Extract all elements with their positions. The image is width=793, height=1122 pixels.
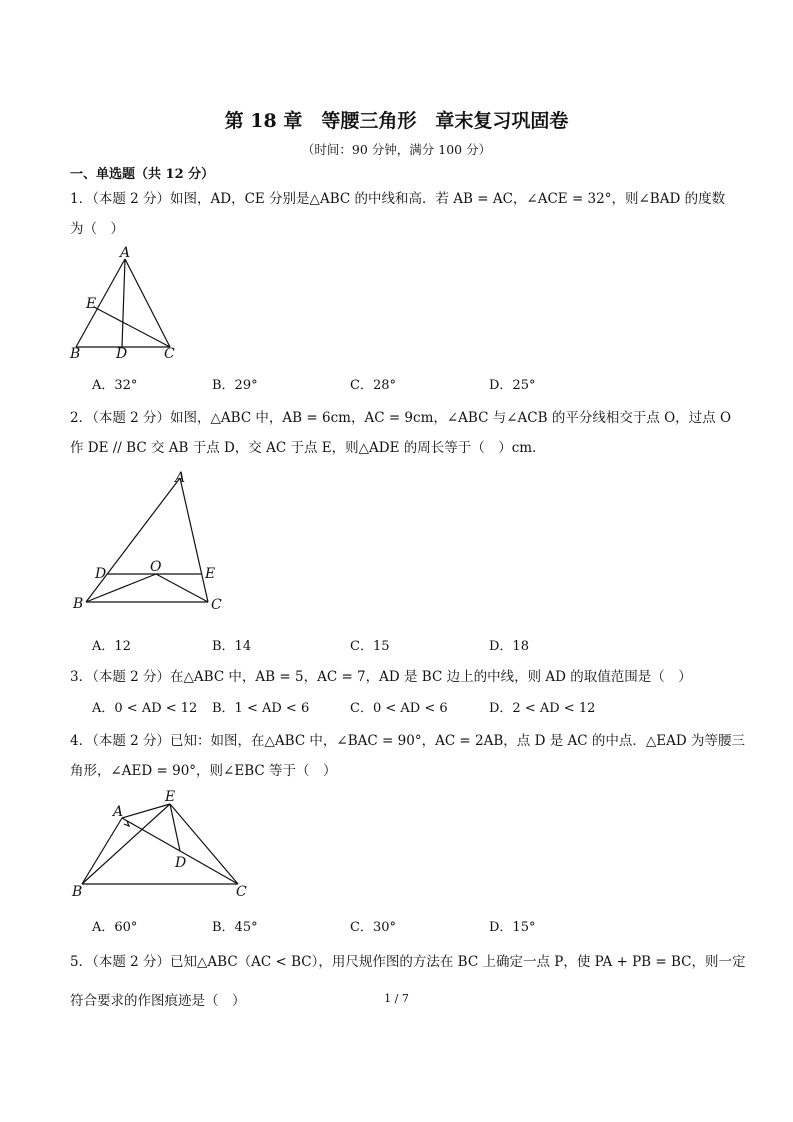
q2-option-d[interactable]: D．18 [489, 639, 529, 654]
q2-figure [70, 468, 230, 618]
section-heading: 一、单选题（共 12 分） [70, 167, 215, 182]
q4-option-b[interactable]: B．45° [212, 920, 258, 935]
q4-label-d: D [175, 855, 187, 871]
q4-option-d[interactable]: D．15° [489, 920, 536, 935]
q2-option-b[interactable]: B．14 [212, 639, 252, 654]
exam-info: （时间：90 分钟，满分 100 分） [301, 142, 492, 157]
q1-label-e: E [86, 296, 97, 312]
q1-option-a[interactable]: A．32° [92, 378, 138, 393]
q2-text-line1: 2．（本题 2 分）如图，△ABC 中，AB = 6cm，AC = 9cm，∠ABC 与∠ACB 的平分线相交于点 O，过点 O [70, 410, 732, 426]
q1-figure [68, 245, 188, 365]
q1-option-b[interactable]: B．29° [212, 378, 258, 393]
q2-label-e: E [205, 566, 216, 582]
q4-text-line1: 4．（本题 2 分）已知：如图，在△ABC 中，∠BAC = 90°，AC = 2AB，点 D 是 AC 的中点．△EAD 为等腰三 [70, 733, 745, 749]
q1-label-a: A [120, 245, 131, 261]
q2-text-line2: 作 DE // BC 交 AB 于点 D，交 AC 于点 E，则△ADE 的周长等于（ ）cm． [70, 440, 546, 456]
q1-option-c[interactable]: C．28° [350, 378, 396, 393]
q5-text-line1: 5．（本题 2 分）已知△ABC（AC < BC），用尺规作图的方法在 BC 上确定一点 P，使 PA + PB = BC，则一定 [70, 954, 746, 970]
q1-text-line2: 为（ ） [70, 221, 124, 237]
q1-option-d[interactable]: D．25° [489, 378, 536, 393]
q3-option-c[interactable]: C．0 < AD < 6 [350, 701, 448, 716]
q4-option-c[interactable]: C．30° [350, 920, 396, 935]
page-number: 1 / 7 [384, 992, 409, 1005]
q2-label-o: O [150, 559, 162, 575]
q3-option-b[interactable]: B．1 < AD < 6 [212, 701, 310, 716]
q3-text: 3．（本题 2 分）在△ABC 中，AB = 5，AC = 7，AD 是 BC 边上的中线，则 AD 的取值范围是（ ） [70, 669, 692, 685]
q4-label-c: C [236, 884, 247, 900]
q3-option-d[interactable]: D．2 < AD < 12 [489, 701, 596, 716]
q1-text-line1: 1．（本题 2 分）如图，AD，CE 分别是△ABC 的中线和高．若 AB = AC，∠ACE = 32°，则∠BAD 的度数 [70, 191, 726, 207]
q1-label-d: D [116, 346, 128, 362]
q4-label-b: B [72, 884, 83, 900]
q4-label-e: E [165, 789, 176, 805]
q4-option-a[interactable]: A．60° [92, 920, 138, 935]
q2-label-a: A [175, 470, 186, 486]
q1-label-b: B [70, 346, 81, 362]
q4-figure [68, 786, 258, 901]
q4-label-a: A [113, 804, 124, 820]
q2-option-c[interactable]: C．15 [350, 639, 390, 654]
q2-label-b: B [73, 596, 84, 612]
q1-label-c: C [164, 346, 175, 362]
q4-text-line2: 角形，∠AED = 90°，则∠EBC 等于（ ） [70, 763, 337, 779]
q2-label-d: D [95, 566, 107, 582]
q5-text-line2: 符合要求的作图痕迹是（ ） [70, 993, 246, 1009]
q3-option-a[interactable]: A．0 < AD < 12 [92, 701, 198, 716]
q2-label-c: C [211, 597, 222, 613]
q2-option-a[interactable]: A．12 [92, 639, 131, 654]
page-title: 第 18 章 等腰三角形 章末复习巩固卷 [224, 110, 569, 132]
